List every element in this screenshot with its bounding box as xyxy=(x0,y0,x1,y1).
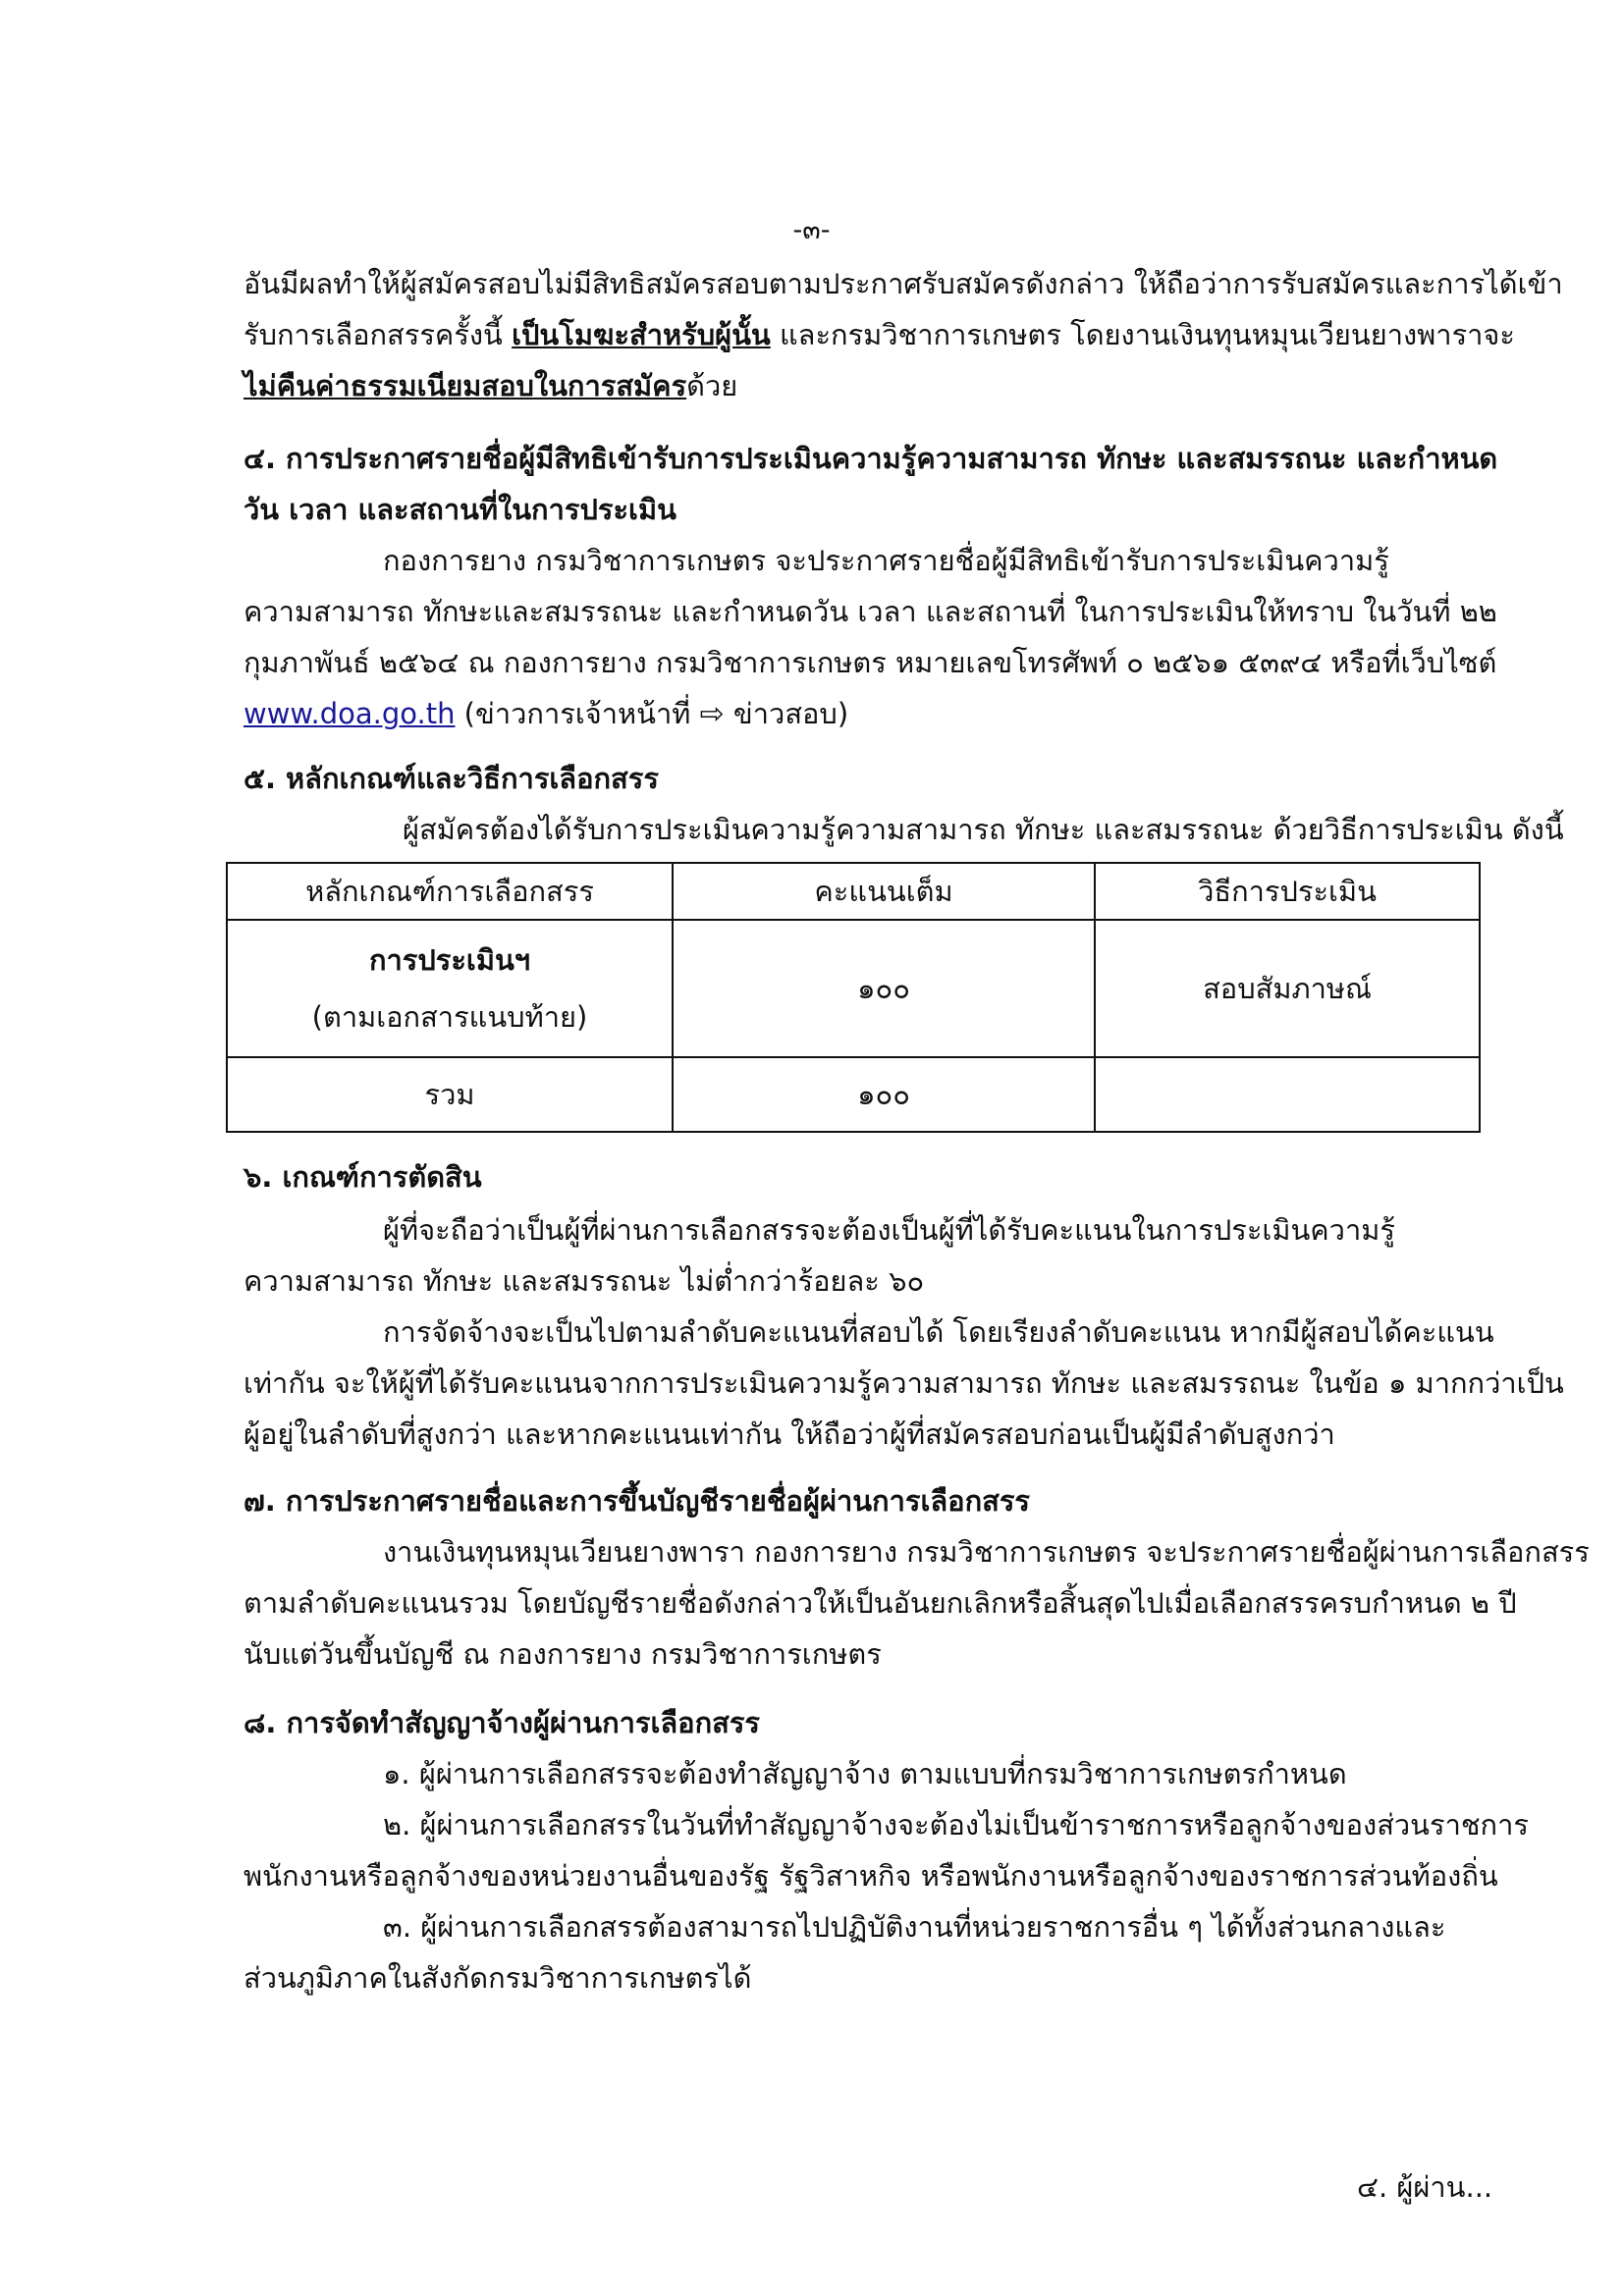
paragraph-line: เท่ากัน จะให้ผู้ที่ได้รับคะแนนจากการประเมินความรู้ความสามารถ ทักษะ และสมรรถนะ ในข้อ ๑ มากกว่าเป็น xyxy=(243,1366,1564,1400)
section-4-heading: ๔. การประกาศรายชื่อผู้มีสิทธิเข้ารับการประเมินความรู้ความสามารถ ทักษะ และสมรรถนะ และกำหนด xyxy=(243,442,1498,475)
table-cell: สอบสัมภาษณ์ xyxy=(1095,920,1480,1057)
paragraph-line: การจัดจ้างจะเป็นไปตามลำดับคะแนนที่สอบได้ โดยเรียงลำดับคะแนน หากมีผู้สอบได้คะแนน xyxy=(383,1315,1494,1349)
paragraph-line: ผู้ที่จะถือว่าเป็นผู้ที่ผ่านการเลือกสรรจะต้องเป็นผู้ที่ได้รับคะแนนในการประเมินความรู้ xyxy=(383,1213,1395,1247)
section-6-heading: ๖. เกณฑ์การตัดสิน xyxy=(243,1160,482,1194)
table-row xyxy=(227,920,1480,1057)
table-header-cell: หลักเกณฑ์การเลือกสรร xyxy=(227,863,673,920)
paragraph-line: งานเงินทุนหมุนเวียนยางพารา กองการยาง กรมวิชาการเกษตร จะประกาศรายชื่อผู้ผ่านการเลือกสรร xyxy=(383,1535,1590,1569)
table-header-row xyxy=(227,863,1480,920)
right-arrow-icon: ⇨ xyxy=(699,697,725,731)
text-span: ด้วย xyxy=(686,369,738,402)
section-4-heading-cont: วัน เวลา และสถานที่ในการประเมิน xyxy=(243,493,676,526)
paragraph-line: กองการยาง กรมวิชาการเกษตร จะประกาศรายชื่อผู้มีสิทธิเข้ารับการประเมินความรู้ xyxy=(383,544,1389,577)
table-cell: ๑๐๐ xyxy=(673,920,1095,1057)
paragraph-line xyxy=(243,318,1515,352)
text-span: และกรมวิชาการเกษตร โดยงานเงินทุนหมุนเวียนยางพาราจะ xyxy=(770,318,1515,351)
criteria-table xyxy=(226,862,1481,1133)
table-cell: ๑๐๐ xyxy=(673,1057,1095,1132)
next-page-cue: ๔. ผู้ผ่าน... xyxy=(1357,2170,1493,2204)
paragraph-line: ผู้สมัครต้องได้รับการประเมินความรู้ความสามารถ ทักษะ และสมรรถนะ ด้วยวิธีการประเมิน ดังนี้ xyxy=(403,813,1564,846)
text-span: ข่าวสอบ) xyxy=(724,697,849,730)
paragraph-line: ผู้อยู่ในลำดับที่สูงกว่า และหากคะแนนเท่ากัน ให้ถือว่าผู้ที่สมัครสอบก่อนเป็นผู้มีลำดับสูงกว่า xyxy=(243,1417,1335,1451)
paragraph-line: พนักงานหรือลูกจ้างของหน่วยงานอื่นของรัฐ รัฐวิสาหกิจ หรือพนักงานหรือลูกจ้างของราชการส่วนท้องถิ่น xyxy=(243,1859,1498,1893)
text-span: (ข่าวการเจ้าหน้าที่ xyxy=(455,697,700,730)
section-5-heading: ๕. หลักเกณฑ์และวิธีการเลือกสรร xyxy=(243,762,659,795)
paragraph-line: ความสามารถ ทักษะ และสมรรถนะ ไม่ต่ำกว่าร้อยละ ๖๐ xyxy=(243,1264,925,1298)
paragraph-line: นับแต่วันขึ้นบัญชี ณ กองการยาง กรมวิชาการเกษตร xyxy=(243,1637,882,1671)
criteria-note: (ตามเอกสารแนบท้าย) xyxy=(311,1000,588,1034)
table-row xyxy=(227,1057,1480,1132)
emphasis-void: เป็นโมฆะสำหรับผู้นั้น xyxy=(512,318,771,351)
emphasis-no-refund: ไม่คืนค่าธรรมเนียมสอบในการสมัคร xyxy=(243,369,687,402)
table-cell xyxy=(227,920,673,1057)
paragraph-line: ส่วนภูมิภาคในสังกัดกรมวิชาการเกษตรได้ xyxy=(243,1961,752,1995)
section-8-heading: ๘. การจัดทำสัญญาจ้างผู้ผ่านการเลือกสรร xyxy=(243,1706,760,1739)
website-link[interactable]: www.doa.go.th xyxy=(243,697,456,730)
paragraph-line: ตามลำดับคะแนนรวม โดยบัญชีรายชื่อดังกล่าวให้เป็นอันยกเลิกหรือสิ้นสุดไปเมื่อเลือกสรรครบกำหนด ๒ ปี xyxy=(243,1586,1517,1620)
table-cell xyxy=(1095,1057,1480,1132)
paragraph-line: ความสามารถ ทักษะและสมรรถนะ และกำหนดวัน เวลา และสถานที่ ในการประเมินให้ทราบ ในวันที่ ๒๒ xyxy=(243,595,1497,628)
paragraph-line: กุมภาพันธ์ ๒๕๖๔ ณ กองการยาง กรมวิชาการเกษตร หมายเลขโทรศัพท์ ๐ ๒๕๖๑ ๕๓๙๔ หรือที่เว็บไซต์ xyxy=(243,646,1497,679)
section-7-heading: ๗. การประกาศรายชื่อและการขึ้นบัญชีรายชื่อผู้ผ่านการเลือกสรร xyxy=(243,1484,1030,1518)
list-item: ๓. ผู้ผ่านการเลือกสรรต้องสามารถไปปฏิบัติงานที่หน่วยราชการอื่น ๆ ได้ทั้งส่วนกลางและ xyxy=(383,1910,1446,1944)
page-number: -๓- xyxy=(792,215,831,245)
list-item: ๑. ผู้ผ่านการเลือกสรรจะต้องทำสัญญาจ้าง ตามแบบที่กรมวิชาการเกษตรกำหนด xyxy=(383,1757,1347,1790)
table-header-cell: วิธีการประเมิน xyxy=(1095,863,1480,920)
paragraph-line xyxy=(243,369,737,403)
paragraph-line xyxy=(243,697,848,732)
paragraph-line: อันมีผลทำให้ผู้สมัครสอบไม่มีสิทธิสมัครสอบตามประกาศรับสมัครดังกล่าว ให้ถือว่าการรับสมัครและการได้เข้า xyxy=(243,267,1563,300)
list-item: ๒. ผู้ผ่านการเลือกสรรในวันที่ทำสัญญาจ้างจะต้องไม่เป็นข้าราชการหรือลูกจ้างของส่วนราชการ xyxy=(383,1808,1529,1842)
criteria-name: การประเมินฯ xyxy=(368,943,531,977)
text-span: รับการเลือกสรรครั้งนี้ xyxy=(243,318,513,351)
table-header-cell: คะแนนเต็ม xyxy=(673,863,1095,920)
table-cell-total: รวม xyxy=(227,1057,673,1132)
